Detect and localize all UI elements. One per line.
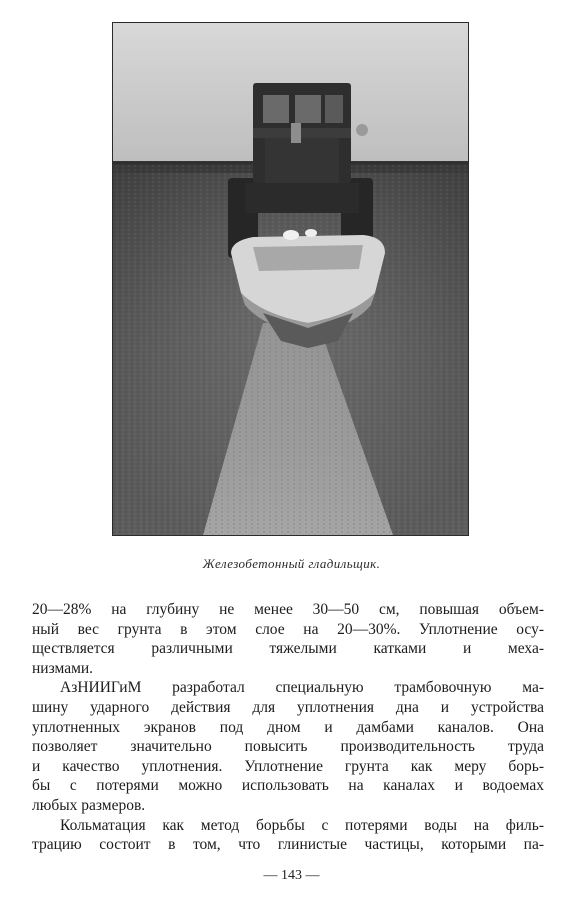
text-line: уплотненных экранов под дном и дамбами каналов. Она xyxy=(32,718,544,736)
text-line: позволяет значительно повысить производительность труда xyxy=(32,738,544,756)
page-number: — 143 — xyxy=(263,868,320,883)
tractor-with-concrete-smoother-image xyxy=(113,23,468,535)
text-line: и качество уплотнения. Уплотнение грунта как меру борь- xyxy=(32,757,544,775)
text-line: низмами. xyxy=(32,659,94,677)
text-line: ществляется различными тяжелыми катками и меха- xyxy=(32,640,544,658)
text-line: ный вес грунта в этом слое на 20—30%. Уплотнение осу- xyxy=(32,620,544,638)
text-line: любых размеров. xyxy=(32,796,146,814)
text-line: Кольматация как метод борьбы с потерями воды на филь- xyxy=(60,816,544,834)
text-line: 20—28% на глубину не менее 30—50 см, повышая объем- xyxy=(32,601,544,618)
text-line: бы с потерями можно использовать на каналах и водоемах xyxy=(32,777,544,795)
body-text xyxy=(32,600,544,855)
photo-caption: Железобетонный гладильщик. xyxy=(202,556,381,571)
text-line: АзНИИГиМ разработал специальную трамбовочную ма- xyxy=(60,679,544,697)
tractor-photo xyxy=(112,22,469,536)
text-line: шину ударного действия для уплотнения дна и устройства xyxy=(32,698,544,716)
text-line: трацию состоит в том, что глинистые частицы, которыми па- xyxy=(32,836,544,854)
